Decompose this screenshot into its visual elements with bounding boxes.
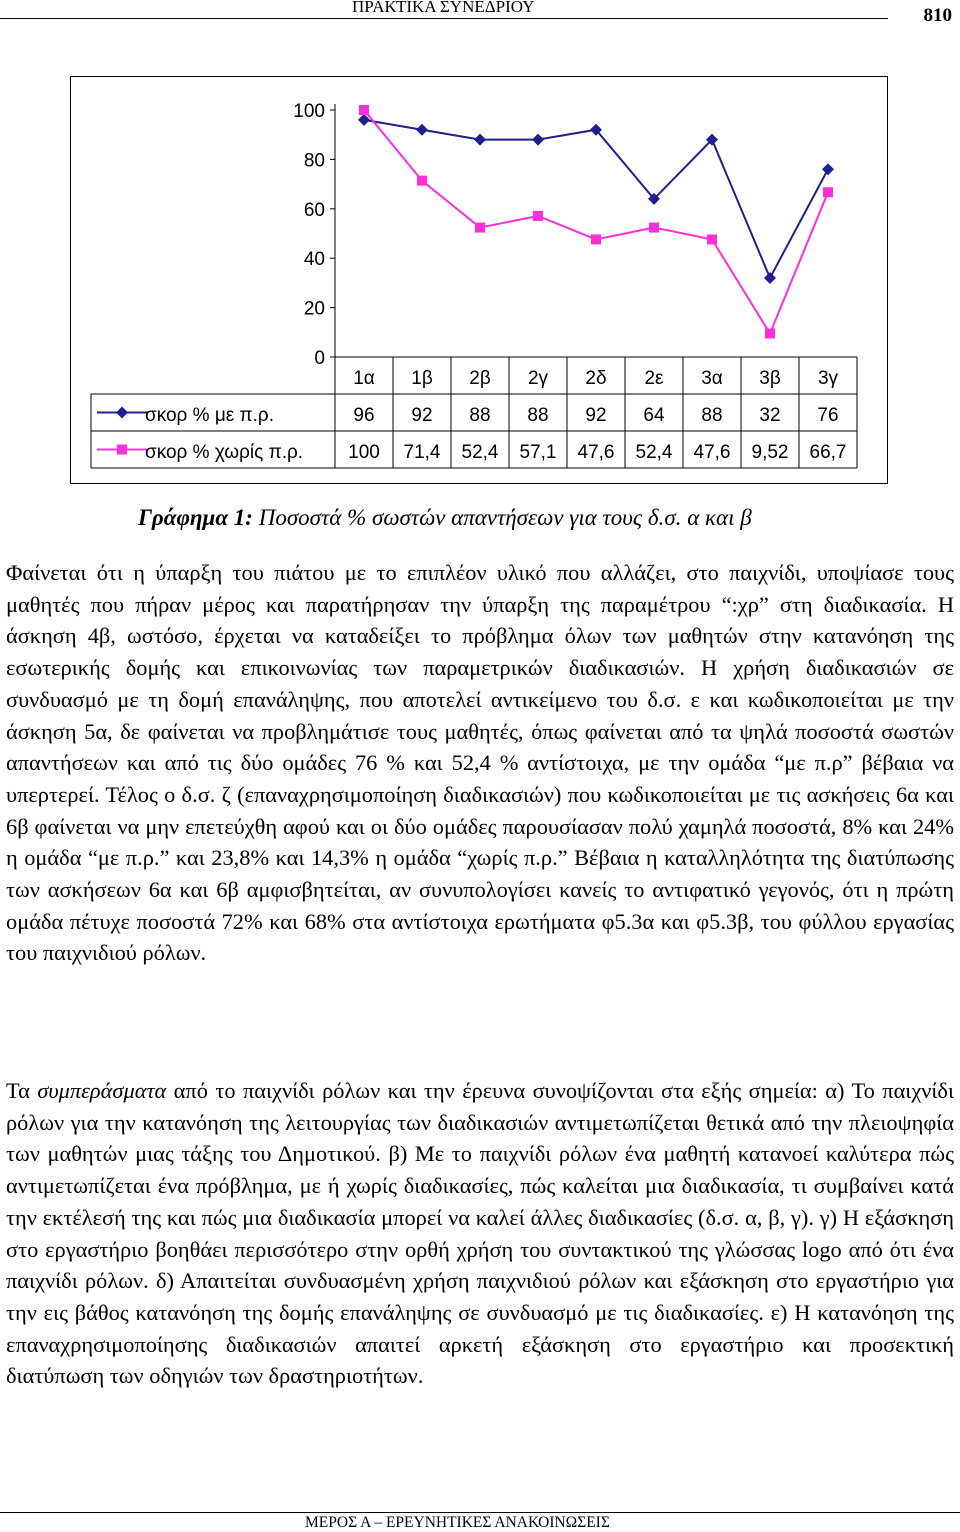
category-label: 3γ [817, 368, 839, 389]
category-label: 2δ [585, 368, 607, 389]
footer-rule [0, 1512, 960, 1513]
data-table-value: 88 [527, 405, 549, 426]
data-table-value: 9,52 [751, 442, 789, 463]
data-table-value: 52,4 [461, 442, 499, 463]
data-point-marker [533, 211, 543, 221]
legend-label: σκορ % με π.ρ. [145, 405, 274, 426]
data-point-marker [532, 134, 544, 146]
para2-prefix: Τα [6, 1078, 38, 1103]
legend-label: σκορ % χωρίς π.ρ. [145, 442, 304, 463]
data-point-marker [417, 176, 427, 186]
data-table-value: 100 [348, 442, 380, 463]
data-table-value: 52,4 [635, 442, 673, 463]
data-table-value: 76 [817, 405, 839, 426]
running-title: ΠΡΑΚΤΙΚΑ ΣΥΝΕΔΡΙΟΥ [352, 0, 535, 16]
page-header [0, 0, 960, 30]
y-tick-label: 20 [303, 298, 325, 320]
category-label: 2β [469, 368, 491, 389]
data-table-value: 47,6 [577, 442, 615, 463]
category-label: 1α [353, 368, 375, 389]
category-label: 2ε [644, 368, 664, 389]
series-line-2 [364, 110, 828, 333]
page-number: 810 [923, 5, 952, 26]
figure-caption [138, 505, 752, 531]
data-point-marker [822, 163, 834, 175]
para2-rest: από το παιχνίδι ρόλων και την έρευνα συνοψίζονται στα εξής σημεία: α) Το παιχνίδι ρόλων για την κατανόηση της λειτουργίας των διαδικασιών αντιμετωπίζεται θετικά από την πλειοψηφία των μαθητών μιας τάξης του Δημοτικού. β) Με το παιχνίδι ρόλων ένα μαθητή κατανοεί καλύτερα πώς αντιμετωπίζεται ένα πρόβλημα, με ή χωρίς διαδικασίες, πώς καλείται μια διαδικασία, τι συμβαίνει κατά την εκτέλεσή της και πώς μια διαδικασία μπορεί να καλεί άλλες διαδικασίες (δ.σ. α, β, γ). γ) Η εξάσκηση στο εργαστήριο βοηθάει περισσότερο στην ορθή χρήση του συντακτικού της γλώσσας logo από ότι ένα παιχνίδι ρόλων. δ) Απαιτείται συνδυασμένη χρήση παιχνιδιού ρόλων και εξάσκηση στο εργαστήριο για την εις βάθος κατανόηση της δομής επανάληψης σε συνδυασμό με τις διαδικασίες. ε) Η κατανόηση της επαναχρησιμοποίησης διαδικασιών απαιτεί αρκετή εξάσκηση στο εργαστήριο και προσεκτική διατύπωση των οδηγιών των δραστηριοτήτων. [6, 1078, 954, 1389]
data-table-value: 88 [469, 405, 491, 426]
data-point-marker [765, 328, 775, 338]
legend-marker-key [116, 407, 128, 419]
caption-label: Γράφημα 1: [138, 505, 253, 530]
data-point-marker [474, 134, 486, 146]
data-point-marker [649, 223, 659, 233]
data-point-marker [416, 124, 428, 136]
data-table-value: 64 [643, 405, 665, 426]
y-tick-label: 100 [293, 101, 325, 122]
y-tick-label: 80 [303, 150, 325, 172]
data-point-marker [359, 105, 369, 115]
body-paragraph-1: Φαίνεται ότι η ύπαρξη του πιάτου με το επιπλέον υλικό που αλλάζει, στο παιχνίδι, υποψίασε τους μαθητές που πήραν μέρος και παρατήρησαν την ύπαρξη της παραμέτρου “:χρ” στη διαδικασία. Η άσκηση 4β, ωστόσο, έρχεται να καταδείξει το πρόβλημα όλων των μαθητών στην κατανόηση της εσωτερικής δομής και επικοινωνίας των παραμετρικών διαδικασιών. Η χρήση διαδικασιών σε συνδυασμό με τη δομή επανάληψης, που αποτελεί αντικείμενο του δ.σ. ε και κωδικοποιείται με την άσκηση 5α, δε φαίνεται να προβλημάτισε τους μαθητές, όπως φαίνεται από τα ψηλά ποσοστά σωστών απαντήσεων και από τις δύο ομάδες 76 % και 52,4 % αντίστοιχα, με την ομάδα “με π.ρ” βέβαια να υπερτερεί. Τέλος ο δ.σ. ζ (επαναχρησιμοποίηση διαδικασιών) που κωδικοποιείται με τις ασκήσεις 6α και 6β φαίνεται να μην επετεύχθη αφού και οι δύο ομάδες παρουσίασαν πολύ χαμηλά ποσοστά, 8% και 24% η ομάδα “με π.ρ.” και 23,8% και 14,3% η ομάδα “χωρίς π.ρ.” Βέβαια η καταλληλότητα της διατύπωσης των ασκήσεων 6α και 6β αμφισβητείται, αν συνυπολογίσει κανείς το αντιφατικό γεγονός, ότι η πρώτη ομάδα πέτυχε ποσοστά 72% και 68% στα αντίστοιχα ερωτήματα φ5.3α και φ5.3β, του φύλλου εργασίας του παιχνιδιού ρόλων. [6, 560, 954, 966]
category-label: 3β [759, 368, 781, 389]
para2-emphasis: συμπεράσματα [37, 1078, 167, 1103]
y-tick-label: 60 [303, 199, 325, 221]
data-table-value: 57,1 [519, 442, 557, 463]
data-table-value: 66,7 [809, 442, 847, 463]
line-chart [71, 77, 886, 482]
data-table-value: 71,4 [403, 442, 441, 463]
header-rule [0, 18, 888, 19]
body-paragraph-2 [6, 1075, 954, 1392]
data-point-marker [823, 187, 833, 197]
legend-marker-key [117, 445, 127, 455]
y-tick-label: 40 [303, 249, 325, 271]
data-table-value: 96 [353, 405, 375, 426]
data-table-value: 47,6 [693, 442, 731, 463]
data-table-value: 92 [411, 405, 433, 426]
chart-container [70, 76, 888, 484]
data-table-value: 32 [759, 405, 781, 426]
data-point-marker [764, 272, 776, 284]
data-table-value: 88 [701, 405, 723, 426]
data-table-value: 92 [585, 405, 607, 426]
category-label: 1β [411, 368, 433, 389]
data-point-marker [475, 223, 485, 233]
data-point-marker [591, 234, 601, 244]
category-label: 3α [701, 368, 723, 389]
category-label: 2γ [527, 368, 549, 389]
series-line-1 [364, 120, 828, 278]
data-point-marker [707, 234, 717, 244]
caption-text: Ποσοστά % σωστών απαντήσεων για τους δ.σ. α και β [252, 505, 752, 530]
y-tick-label: 0 [314, 348, 325, 369]
footer-text: ΜΕΡΟΣ Α – ΕΡΕΥΝΗΤΙΚΕΣ ΑΝΑΚΟΙΝΩΣΕΙΣ [305, 1514, 610, 1531]
